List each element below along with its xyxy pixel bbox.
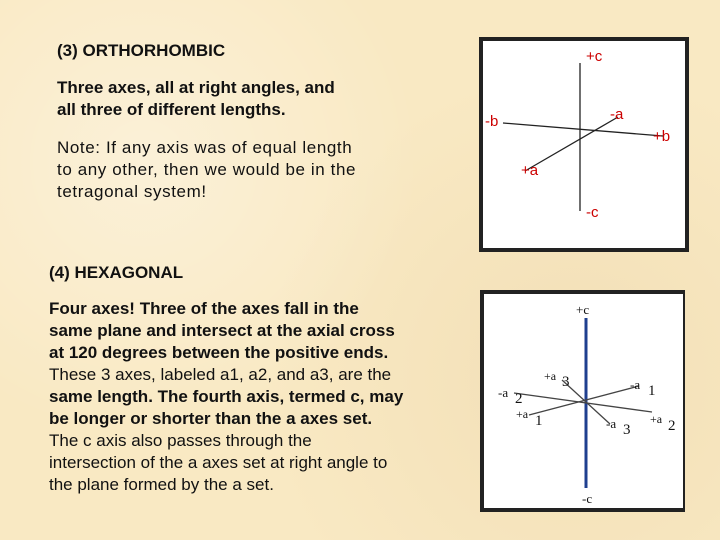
hexagonal-axes-svg [484,294,683,508]
description-line: at 120 degrees between the positive ends. [49,343,389,362]
note-line: to any other, then we would be in the [57,160,357,179]
orthorhombic-note [57,137,397,203]
label-minus-a3-subscript: 3 [623,422,631,438]
label-minus-b: -b [485,113,499,130]
description-line: These 3 axes, labeled a1, a2, and a3, are the [49,365,392,384]
hexagonal-axis-diagram [480,290,685,512]
label-minus-c: -c [582,491,593,506]
label-minus-a3: -a [606,416,617,431]
description-line: all three of different lengths. [57,100,286,119]
label-plus-a1-subscript: 1 [535,413,543,429]
description-line: Three axes, all at right angles, and [57,78,335,97]
hexagonal-description [49,298,469,496]
label-minus-a: -a [610,106,624,123]
label-plus-a3-subscript: 3 [562,374,570,390]
label-plus-a2-subscript: 2 [668,418,676,434]
label-plus-c: +c [576,302,590,317]
label-plus-c: +c [586,48,603,65]
label-plus-a2: +a [650,412,663,426]
orthorhombic-heading: (3) ORTHORHOMBIC [57,41,226,60]
label-minus-a2: -a [498,385,509,400]
b-axis-line [503,123,663,136]
label-plus-a1: +a [516,407,529,421]
orthorhombic-axis-diagram [479,37,689,252]
a2-axis-line [514,393,652,412]
description-line: Four axes! Three of the axes fall in the [49,299,359,318]
description-line: be longer or shorter than the a axes set. [49,409,373,428]
description-line: The c axis also passes through the [49,431,312,450]
description-line: same length. The fourth axis, termed c, may [49,387,404,406]
description-line: the plane formed by the a set. [49,475,274,494]
label-plus-a3: +a [544,369,557,383]
hexagonal-heading: (4) HEXAGONAL [49,263,184,282]
orthorhombic-axes-svg [483,41,685,248]
a-axis-line [525,117,618,171]
note-line: tetragonal system! [57,182,207,201]
description-line: intersection of the a axes set at right angle to [49,453,388,472]
label-plus-b: +b [653,128,671,145]
label-plus-a: +a [521,162,539,179]
orthorhombic-description [57,77,397,121]
label-minus-c: -c [586,204,599,221]
label-minus-a2-subscript: 2 [515,391,523,407]
note-line: Note: If any axis was of equal length [57,138,353,157]
description-line: same plane and intersect at the axial cross [49,321,395,340]
label-minus-a1-subscript: 1 [648,383,656,399]
label-minus-a1: -a [630,377,641,392]
